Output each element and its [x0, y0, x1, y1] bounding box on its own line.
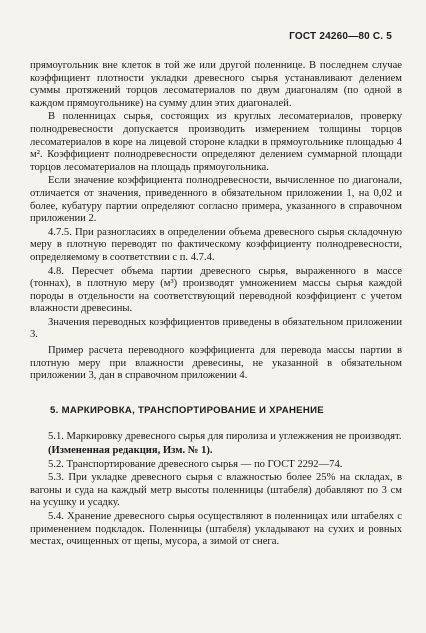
paragraph: 4.7.5. При разногласиях в определении объема древесного сырья складочную меру в плотную переводят по фактическому коэффициенту полнодревесности, определяемому в соответствии с п. 4.7.4. — [30, 226, 402, 263]
paragraph: Значения переводных коэффициентов приведены в обязательном приложении 3. — [30, 316, 402, 341]
paragraph: 5.3. При укладке древесного сырья с влажностью более 25% на складах, в вагоны и суда на каждый метр высоты поленницы (штабеля) добавляют по 3 см на усушку и усадку. — [30, 472, 402, 509]
paragraph: 5.1. Маркировку древесного сырья для пиролиза и углежжения не производят. — [48, 431, 402, 443]
page-header: ГОСТ 24260—80 С. 5 — [289, 31, 392, 42]
document-body — [30, 60, 402, 550]
section-heading: 5. МАРКИРОВКА, ТРАНСПОРТИРОВАНИЕ И ХРАНЕНИЕ — [50, 404, 324, 416]
paragraph: 5.2. Транспортирование древесного сырья — по ГОСТ 2292—74. — [48, 458, 343, 470]
paragraph: 4.8. Пересчет объема партии древесного сырья, выраженного в массе (тоннах), в плотную меру (м³) производят умножением массы сырья каждой породы в отдельности на соответствующий переводной коэффициент с учетом влажности древесины. — [30, 265, 402, 315]
paragraph: Если значение коэффициента полнодревесности, вычисленное по диагонали, отличается от значения, приведенного в обязательном приложении 1, на 0,02 и более, кубатуру партии определяют согласно примера, указанного в справочном приложении 2. — [30, 175, 402, 225]
paragraph: прямоугольник вне клеток в той же или другой поленнице. В последнем случае коэффициент плотности укладки древесного сырья устанавливают делением суммы протяжений торцов лесоматериалов по двум диагоналям (по одной в каждом прямоугольнике) на сумму длин этих диагоналей. — [30, 60, 402, 109]
paragraph: В поленницах сырья, состоящих из круглых лесоматериалов, проверку полнодревесности допускается производить измерением толщины торцов лесоматериалов в коре на лицевой стороне кладки в прямоугольнике площадью 4 м². Коэффициент полнодревесности определяют делением суммарной площади торцов лесоматериалов на площадь прямоугольника. — [30, 111, 402, 173]
paragraph: 5.4. Хранение древесного сырья осуществляют в поленницах или штабелях с применением подкладок. Поленницы (штабеля) укладывают на сухих и ровных местах, очищенных от щепы, мусора, а зимой от снега. — [30, 511, 402, 548]
amendment-note: (Измененная редакция, Изм. № 1). — [48, 445, 213, 457]
paragraph: Пример расчета переводного коэффициента для перевода массы партии в плотную меру при влажности древесины, не указанной в обязательном приложении 3, дан в справочном приложении 4. — [30, 345, 402, 382]
